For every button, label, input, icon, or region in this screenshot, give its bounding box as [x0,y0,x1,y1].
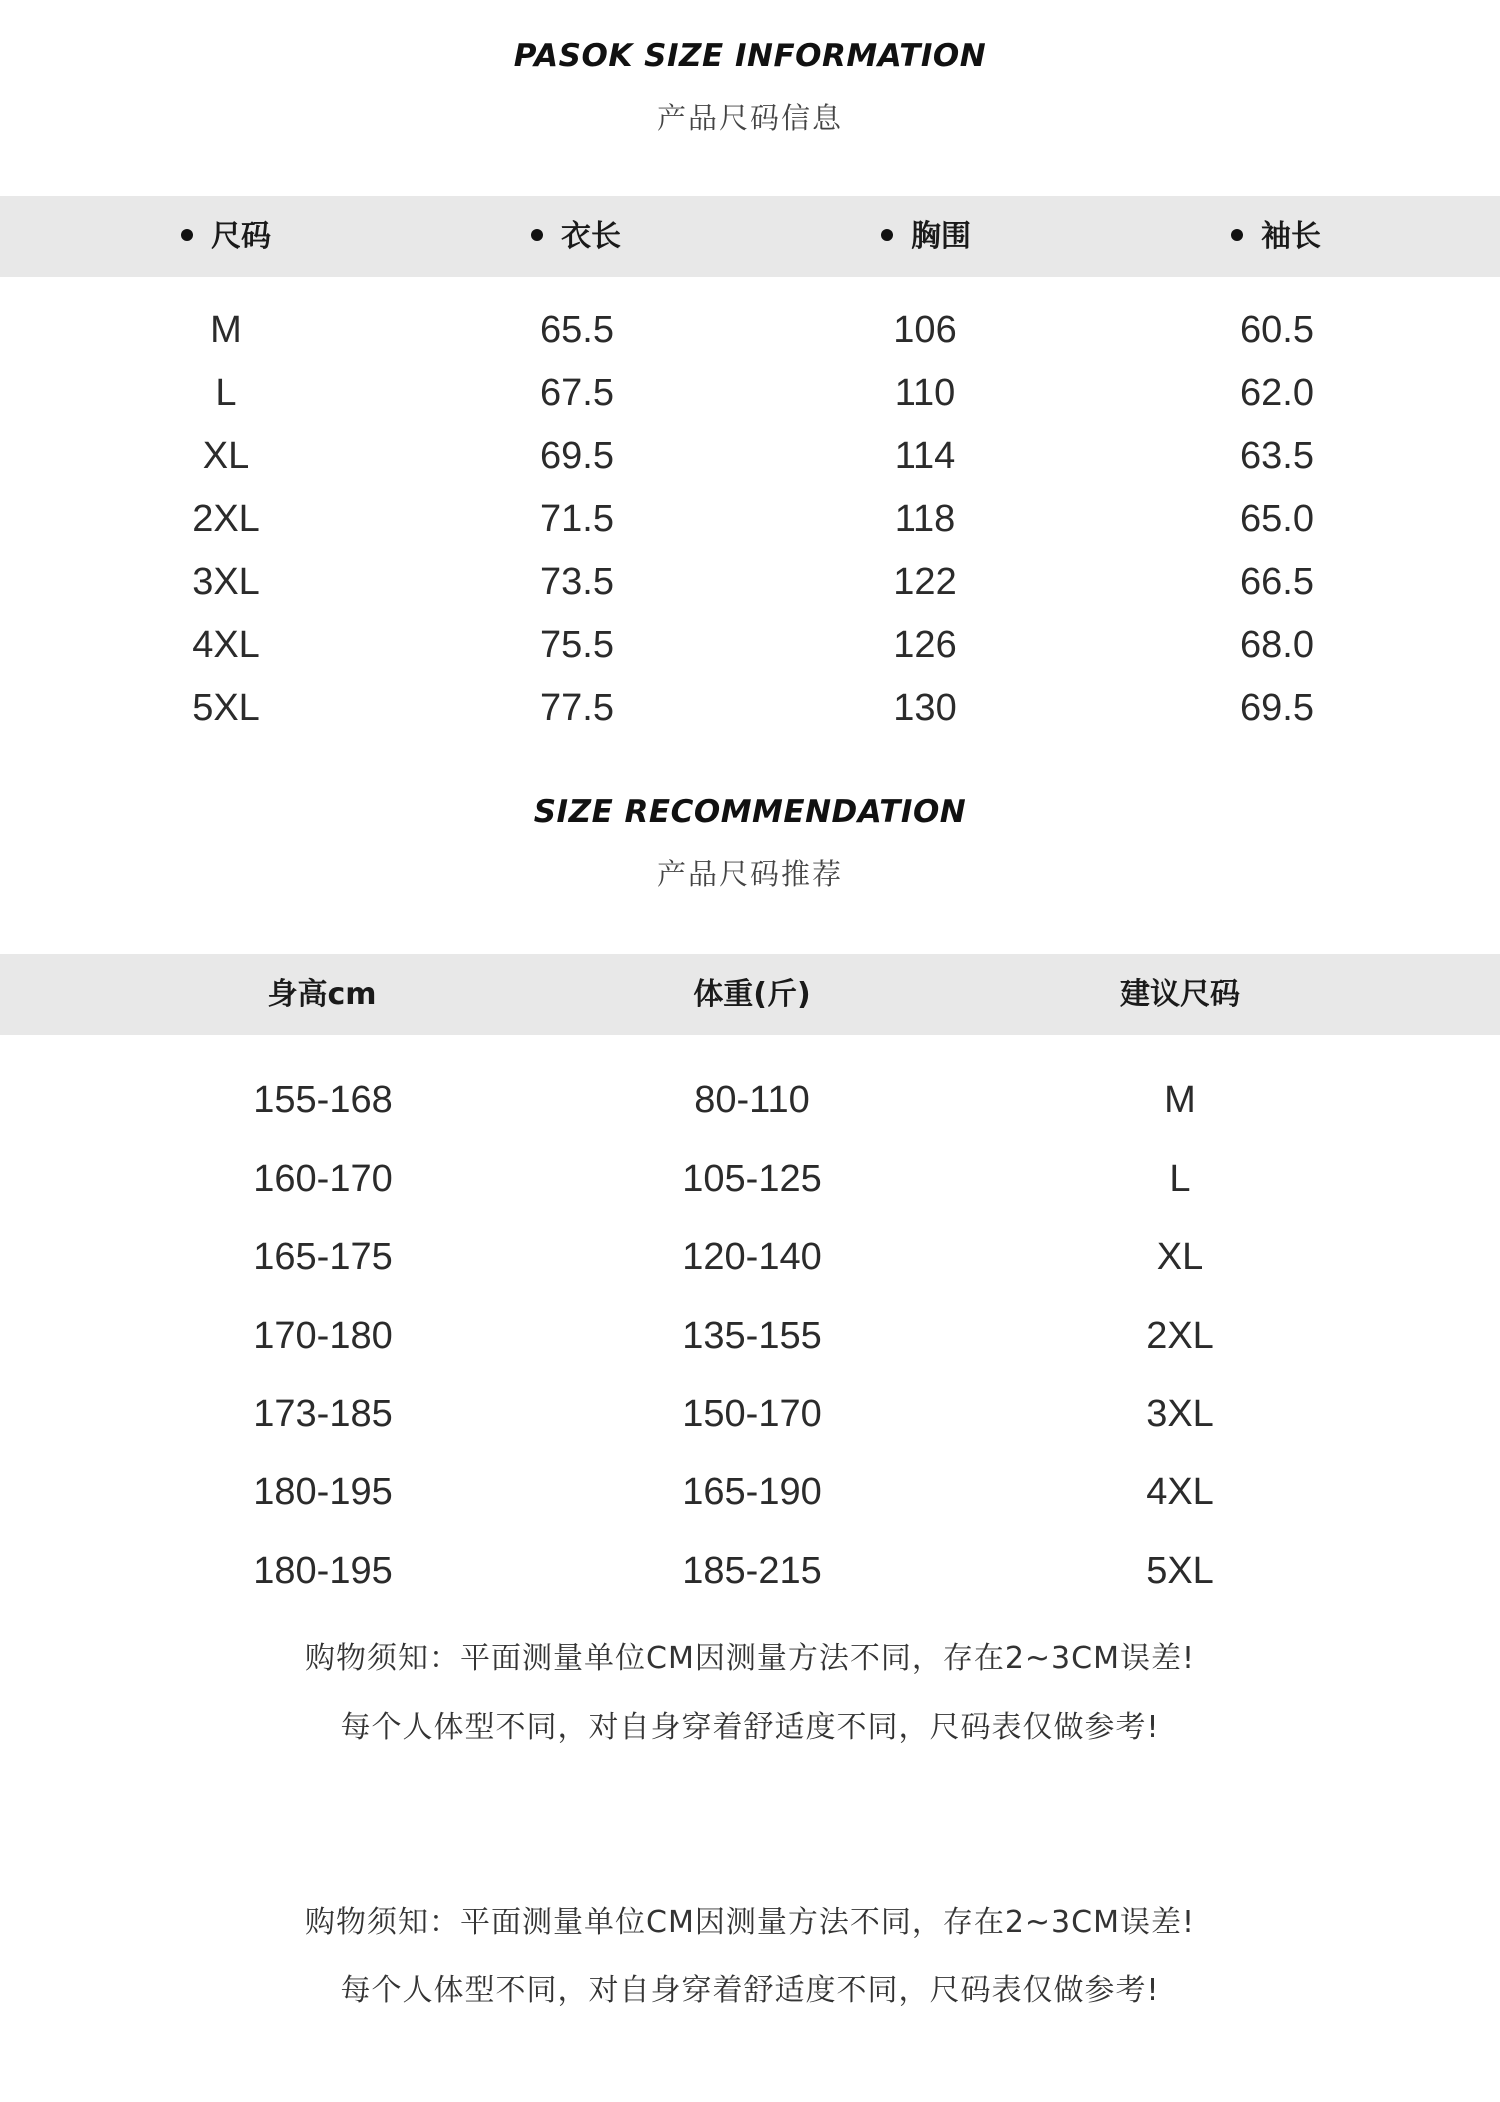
weight-cell: 150-170 [682,1393,822,1435]
header-size: 尺码 [181,196,271,277]
size-recommendation-header [0,954,1500,1035]
chest-cell: 110 [894,372,956,414]
chest-cell: 122 [893,561,957,603]
length-cell: 75.5 [540,624,614,666]
height-cell: 180-195 [253,1550,393,1592]
header-height: 身高cm [267,977,377,1012]
chest-cell: 126 [893,624,957,666]
size-recommendation-subtitle: 产品尺码推荐 [656,857,843,891]
size-cell: 4XL [192,624,260,666]
size-cell: 5XL [192,687,260,729]
recommended-size-cell: 5XL [1146,1550,1214,1592]
chest-cell: 118 [894,498,956,540]
shopping-notice-line2: 每个人体型不同，对自身穿着舒适度不同，尺码表仅做参考! [340,1710,1160,1745]
recommended-size-cell: 4XL [1146,1471,1214,1513]
height-cell: 173-185 [253,1393,393,1435]
header-length: 衣长 [531,196,621,277]
chest-cell: 114 [894,435,956,477]
header-chest: 胸围 [881,196,971,277]
recommended-size-cell: XL [1156,1236,1204,1278]
sleeve-cell: 68.0 [1240,624,1314,666]
weight-cell: 185-215 [682,1550,822,1592]
size-cell: L [215,372,237,414]
length-cell: 69.5 [540,435,614,477]
bullet-dot-icon [531,229,543,241]
weight-cell: 105-125 [682,1158,822,1200]
bullet-dot-icon [881,229,893,241]
length-cell: 73.5 [540,561,614,603]
size-info-title: PASOK SIZE INFORMATION [513,38,987,74]
size-recommendation-title: SIZE RECOMMENDATION [533,794,967,830]
shopping-notice-line1: 购物须知：平面测量单位CM因测量方法不同，存在2~3CM误差! [305,1905,1195,1940]
height-cell: 180-195 [253,1471,393,1513]
sleeve-cell: 65.0 [1240,498,1314,540]
shopping-notice-line2: 每个人体型不同，对自身穿着舒适度不同，尺码表仅做参考! [340,1973,1160,2008]
weight-cell: 135-155 [682,1315,822,1357]
length-cell: 65.5 [540,309,614,351]
chest-cell: 130 [893,687,957,729]
size-cell: M [210,309,242,351]
size-cell: 3XL [192,561,260,603]
shopping-notice-line1: 购物须知：平面测量单位CM因测量方法不同，存在2~3CM误差! [305,1641,1195,1676]
recommended-size-cell: L [1169,1158,1191,1200]
weight-cell: 120-140 [682,1236,822,1278]
size-cell: 2XL [192,498,260,540]
bullet-dot-icon [181,229,193,241]
header-weight: 体重(斤) [693,977,811,1012]
length-cell: 71.5 [540,498,614,540]
length-cell: 77.5 [540,687,614,729]
sleeve-cell: 62.0 [1240,372,1314,414]
length-cell: 67.5 [540,372,614,414]
height-cell: 155-168 [253,1079,393,1121]
recommended-size-cell: M [1164,1079,1196,1121]
recommended-size-cell: 3XL [1146,1393,1214,1435]
weight-cell: 165-190 [682,1471,822,1513]
height-cell: 170-180 [253,1315,393,1357]
chest-cell: 106 [893,309,957,351]
height-cell: 165-175 [253,1236,393,1278]
sleeve-cell: 60.5 [1240,309,1314,351]
sleeve-cell: 66.5 [1240,561,1314,603]
recommended-size-cell: 2XL [1146,1315,1214,1357]
size-info-subtitle: 产品尺码信息 [656,101,843,135]
sleeve-cell: 69.5 [1240,687,1314,729]
size-cell: XL [202,435,250,477]
sleeve-cell: 63.5 [1240,435,1314,477]
header-sleeve: 袖长 [1231,196,1321,277]
weight-cell: 80-110 [694,1079,810,1121]
height-cell: 160-170 [253,1158,393,1200]
header-recommended-size: 建议尺码 [1120,977,1240,1012]
size-info-header [0,196,1500,277]
bullet-dot-icon [1231,229,1243,241]
